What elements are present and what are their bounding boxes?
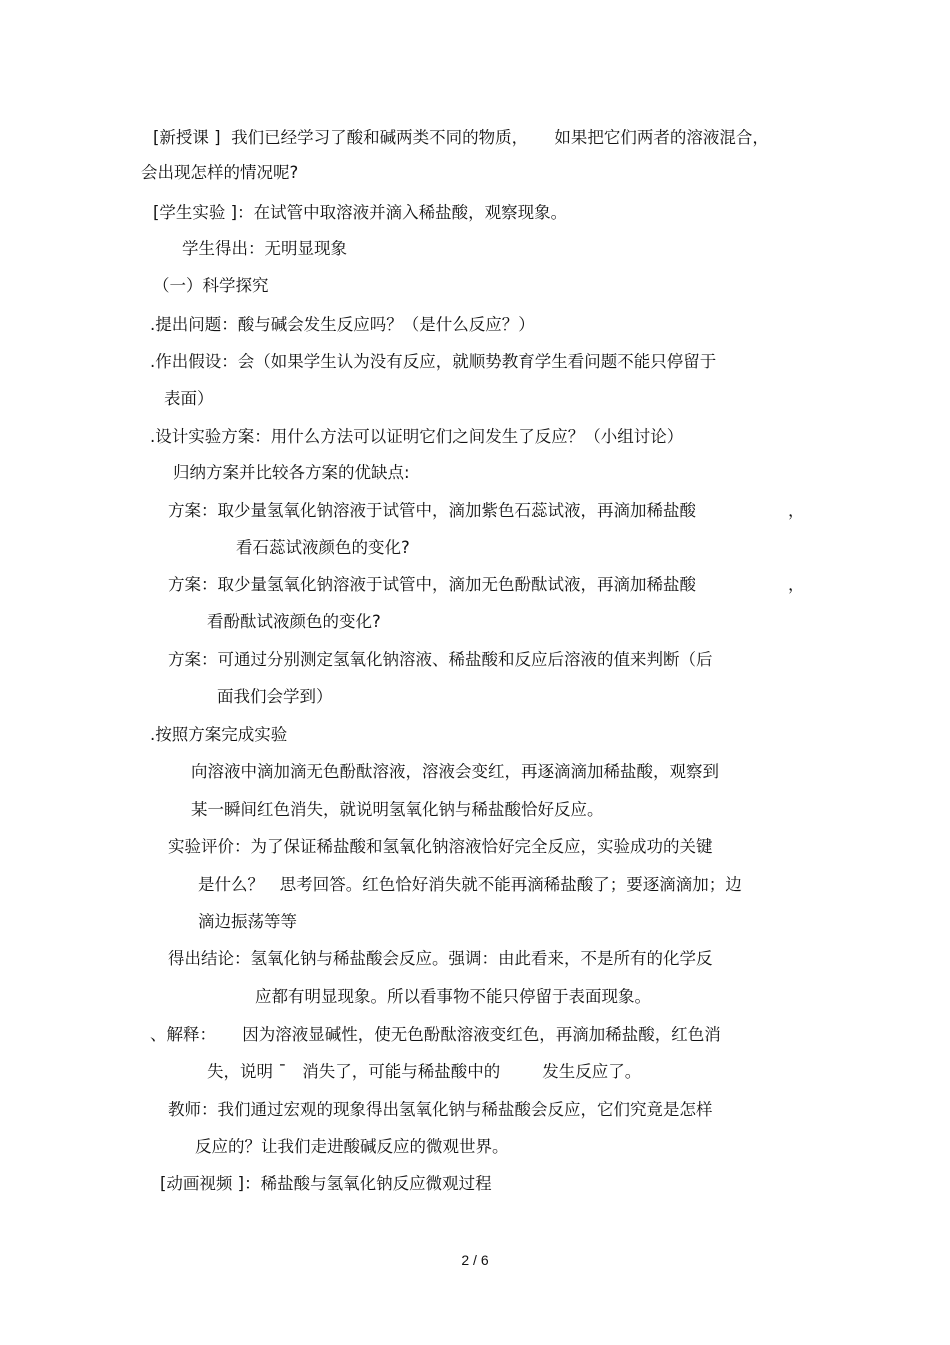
text-line-29: [动画视频 ]：稀盐酸与氢氧化钠反应微观过程 [160,1174,492,1193]
text-line-2: 会出现怎样的情况呢? [141,163,299,182]
text-line-18: 向溶液中滴加滴无色酚酞溶液，溶液会变红，再逐滴滴加稀盐酸，观察到 [191,762,719,781]
text-comma-2: ， [788,575,805,594]
page-number: 2 / 6 [461,1252,489,1268]
text-line-4: 学生得出：无明显现象 [182,239,347,258]
text-line-10: 归纳方案并比较各方案的优缺点: [173,463,410,482]
section-heading: （一）科学探究 [153,276,269,295]
text-line-24: 应都有明显现象。所以看事物不能只停留于表面现象。 [255,987,651,1006]
text-line-13: 方案：取少量氢氧化钠溶液于试管中，滴加无色酚酞试液，再滴加稀盐酸 [168,575,696,594]
text-line-16: 面我们会学到） [217,687,333,706]
text-line-20: 实验评价：为了保证稀盐酸和氢氧化钠溶液恰好完全反应，实验成功的关键 [168,837,713,856]
text-line-8: 表面） [164,389,214,408]
text-line-25: 、解释： 因为溶液显碱性，使无色酚酞溶液变红色，再滴加稀盐酸，红色消 [150,1025,721,1044]
text-line-19: 某一瞬间红色消失，就说明氢氧化钠与稀盐酸恰好反应。 [191,800,604,819]
text-line-28: 反应的？让我们走进酸碱反应的微观世界。 [195,1137,509,1156]
text-line-9: .设计实验方案：用什么方法可以证明它们之间发生了反应？（小组讨论） [150,427,684,446]
text-line-14: 看酚酞试液颜色的变化? [207,612,381,631]
text-line-17: .按照方案完成实验 [150,725,288,744]
text-line-27: 教师：我们通过宏观的现象得出氢氧化钠与稀盐酸会反应，它们究竟是怎样 [168,1100,713,1119]
text-comma-1: ， [788,501,805,520]
text-line-6: .提出问题：酸与碱会发生反应吗？（是什么反应？） [150,315,535,334]
text-line-22: 滴边振荡等等 [198,912,297,931]
text-line-23: 得出结论：氢氧化钠与稀盐酸会反应。强调：由此看来，不是所有的化学反 [168,949,713,968]
text-line-12: 看石蕊试液颜色的变化? [236,538,410,557]
text-line-7: .作出假设：会（如果学生认为没有反应，就顺势教育学生看问题不能只停留于 [150,352,717,371]
text-line-1: [新授课 ] 我们已经学习了酸和碱两类不同的物质， 如果把它们两者的溶液混合， [153,128,769,147]
text-line-26: 失，说明 ¯ 消失了，可能与稀盐酸中的 发生反应了。 [207,1062,642,1081]
text-line-21: 是什么？ 思考回答。红色恰好消失就不能再滴稀盐酸了；要逐滴滴加；边 [198,875,742,894]
text-line-15: 方案：可通过分别测定氢氧化钠溶液、稀盐酸和反应后溶液的值来判断（后 [168,650,713,669]
text-line-3: [学生实验 ]：在试管中取溶液并滴入稀盐酸，观察现象。 [153,203,568,222]
text-line-11: 方案：取少量氢氧化钠溶液于试管中，滴加紫色石蕊试液，再滴加稀盐酸 [168,501,696,520]
